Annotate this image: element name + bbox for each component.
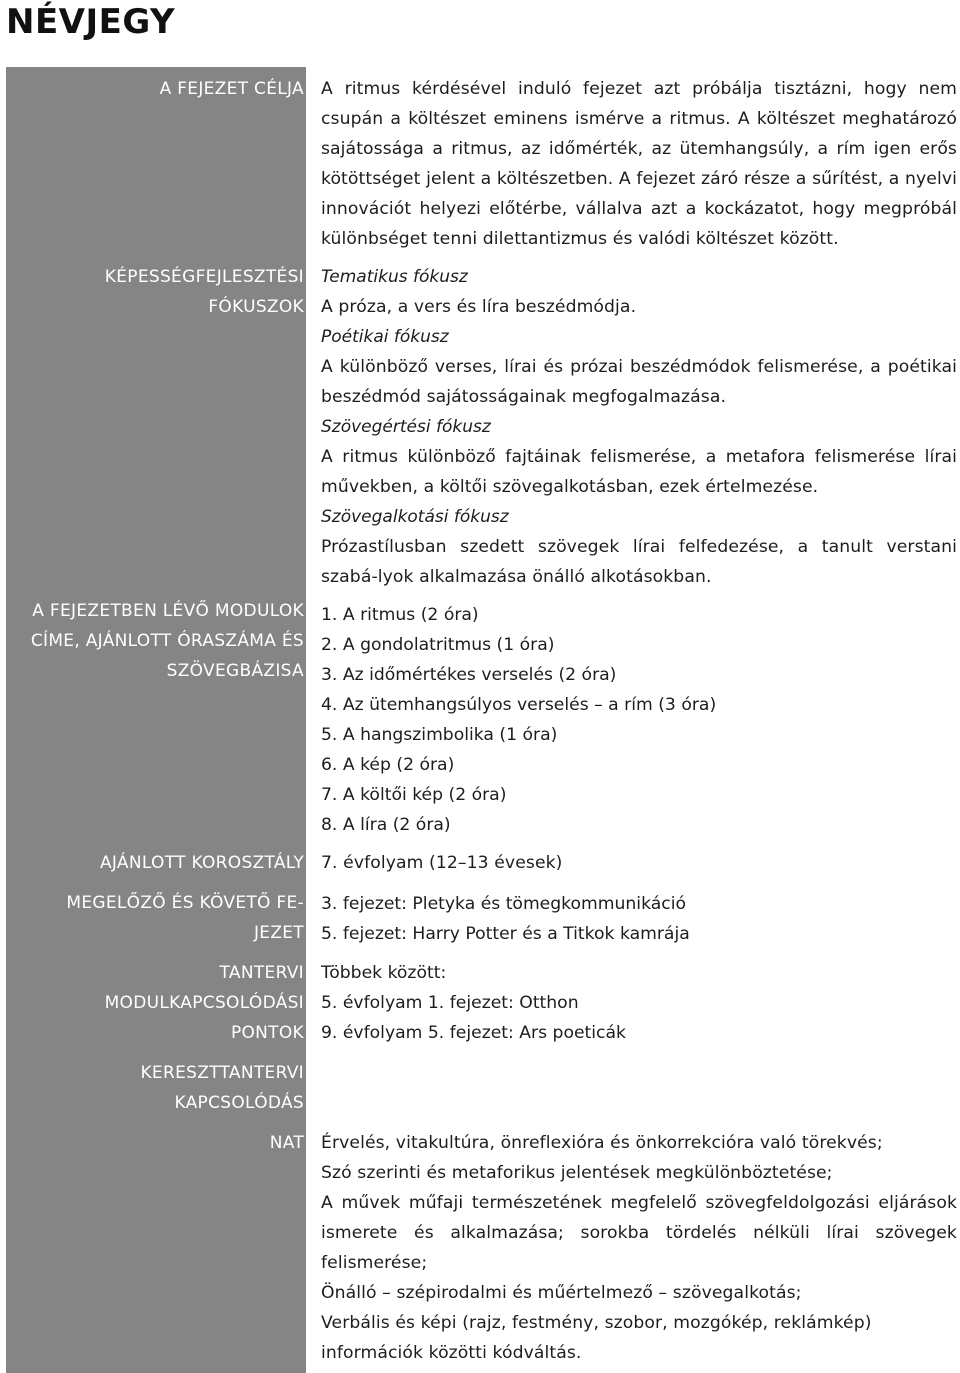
curriculum-item: Többek között: (321, 963, 447, 983)
chapter-link-item: 5. fejezet: Harry Potter és a Titkok kamrája (321, 924, 690, 944)
label-prev-next: MEGELŐZŐ ÉS KÖVETŐ FE-JEZET (66, 893, 304, 943)
curriculum-item: 5. évfolyam 1. fejezet: Otthon (321, 993, 579, 1013)
nat-item: Érvelés, vitakultúra, önreflexióra és önkorrekcióra való törekvés; (321, 1133, 883, 1153)
label-cross: KERESZTTANTERVI KAPCSOLÓDÁS (140, 1063, 304, 1113)
module-item: 6. A kép (2 óra) (321, 755, 455, 775)
label-curriculum: TANTERVI MODULKAPCSOLÓDÁSI PONTOK (104, 963, 304, 1043)
module-item: 7. A költői kép (2 óra) (321, 785, 507, 805)
module-item: 3. Az időmértékes verselés (2 óra) (321, 665, 617, 685)
modules-section (321, 600, 957, 840)
goal-section (321, 74, 957, 254)
skills-section (321, 262, 957, 592)
module-item: 4. Az ütemhangsúlyos verselés – a rím (3 óra) (321, 695, 717, 715)
poetic-focus-text: A különböző verses, lírai és prózai beszédmódok felismerése, a poétikai beszédmód sajátosságainak megfogalmazása. (321, 357, 957, 407)
nat-item: Önálló – szépirodalmi és műértelmező – szövegalkotás; (321, 1283, 802, 1303)
comprehension-focus-title: Szövegértési fókusz (321, 417, 491, 437)
poetic-focus-title: Poétikai fókusz (321, 327, 449, 347)
module-item: 5. A hangszimbolika (1 óra) (321, 725, 558, 745)
nat-item: A művek műfaji természetének megfelelő szövegfeldolgozási eljárások ismerete és alkalmazása; sorokba tördelés nélküli lírai szövegek felismerése; (321, 1193, 957, 1273)
nat-section (321, 1128, 957, 1368)
curriculum-item: 9. évfolyam 5. fejezet: Ars poeticák (321, 1023, 626, 1043)
prev-next-section (321, 889, 957, 949)
module-list (321, 600, 957, 840)
age-text: 7. évfolyam (12–13 évesek) (321, 853, 563, 873)
composition-focus-title: Szövegalkotási fókusz (321, 507, 509, 527)
label-nat: NAT (269, 1133, 304, 1153)
thematic-focus-title: Tematikus fókusz (321, 267, 468, 287)
chapter-link-item: 3. fejezet: Pletyka és tömegkommunikáció (321, 894, 686, 914)
curriculum-section (321, 958, 957, 1048)
thematic-focus-text: A próza, a vers és líra beszédmódja. (321, 297, 637, 317)
comprehension-focus-text: A ritmus különböző fajtáinak felismerése, a metafora felismerése lírai művekben, a költői szövegalkotásban, ezek értelmezése. (321, 447, 957, 497)
module-item: 1. A ritmus (2 óra) (321, 605, 479, 625)
label-age: AJÁNLOTT KOROSZTÁLY (99, 853, 304, 873)
label-modules: A FEJEZETBEN LÉVŐ MODULOK CÍME, AJÁNLOTT ÓRASZÁMA ÉS SZÖVEGBÁZISA (30, 601, 304, 681)
goal-text: A ritmus kérdésével induló fejezet azt próbálja tisztázni, hogy nem csupán a költészet eminens ismérve a ritmus. A költészet meghatározó sajátossága a ritmus, az időmérték, az ütemhangsúly, a rím igen erős kötöttséget jelent a költészetben. A fejezet záró része a sűrítést, a nyelvi innovációt helyezi előtérbe, vállalva azt a kockázatot, hogy megpróbál különbséget tenni dilettantizmus és valódi költészet között. (321, 79, 957, 249)
page-title: NÉVJEGY (6, 2, 176, 42)
nat-item: Szó szerinti és metaforikus jelentések megkülönböztetése; (321, 1163, 833, 1183)
label-goal: A FEJEZET CÉLJA (159, 79, 304, 99)
module-item: 2. A gondolatritmus (1 óra) (321, 635, 555, 655)
nat-item: Verbális és képi (rajz, festmény, szobor, mozgókép, reklámkép) információk közötti kódváltás. (321, 1313, 872, 1363)
composition-focus-text: Prózastílusban szedett szövegek lírai felfedezése, a tanult verstani szabá-lyok alkalmazása önálló alkotásokban. (321, 537, 957, 587)
label-skills: KÉPESSÉGFEJLESZTÉSI FÓKUSZOK (104, 267, 304, 317)
sidebar-column (6, 67, 306, 1373)
age-section (321, 848, 957, 878)
module-item: 8. A líra (2 óra) (321, 815, 451, 835)
